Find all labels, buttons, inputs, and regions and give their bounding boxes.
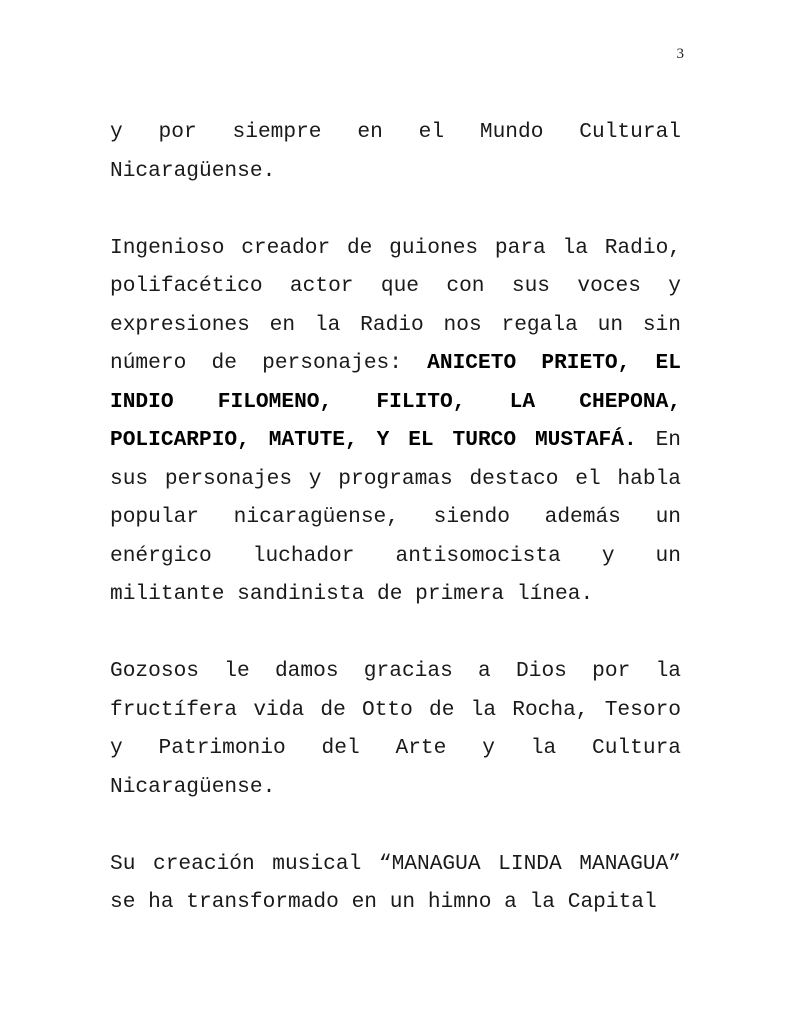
text-segment: fructífera vida de Otto de la Rocha, Tesoro <box>110 697 681 722</box>
text-line <box>110 229 681 268</box>
text-segment: sus personajes y programas destaco el habla <box>110 466 681 491</box>
character-names: ANICETO PRIETO, EL <box>427 351 681 375</box>
text-segment: expresiones en la Radio nos regala un sin <box>110 312 681 337</box>
text-line <box>110 845 681 884</box>
character-names: POLICARPIO, MATUTE, Y EL TURCO MUSTAFÁ. <box>110 428 637 452</box>
text-line <box>110 691 681 730</box>
text-line <box>110 267 681 306</box>
text-line <box>110 498 681 537</box>
text-segment: En <box>636 428 681 452</box>
text-segment: militante sandinista de primera línea. <box>110 582 594 606</box>
text-segment: se ha transformado en un himno a la Capital <box>110 890 657 914</box>
paragraph-1 <box>110 113 681 190</box>
text-segment: enérgico luchador antisomocista y un <box>110 543 681 568</box>
page-number: 3 <box>676 46 684 62</box>
paragraph-2 <box>110 229 681 614</box>
text-segment: Ingenioso creador de guiones para la Radio, <box>110 235 681 260</box>
body-text <box>110 113 681 960</box>
text-line <box>110 729 681 768</box>
text-segment: polifacético actor que con sus voces y <box>110 274 681 298</box>
text-line <box>110 344 681 383</box>
text-segment: Nicaragüense. <box>110 158 276 183</box>
text-line <box>110 575 681 614</box>
text-line <box>110 306 681 345</box>
text-segment: Gozosos le damos gracias a Dios por la <box>110 659 681 683</box>
text-line <box>110 537 681 576</box>
text-line <box>110 460 681 499</box>
character-names: INDIO FILOMENO, FILITO, LA CHEPONA, <box>110 389 681 414</box>
text-line <box>110 113 681 152</box>
text-line <box>110 768 681 807</box>
text-segment: y Patrimonio del Arte y la Cultura <box>110 736 681 760</box>
text-line <box>110 421 681 460</box>
text-line <box>110 652 681 691</box>
text-segment: Nicaragüense. <box>110 774 276 799</box>
text-segment: Su creación musical “MANAGUA LINDA MANAGUA” <box>110 851 681 876</box>
text-line <box>110 883 681 922</box>
text-segment: popular nicaragüense, siendo además un <box>110 505 681 529</box>
paragraph-4 <box>110 845 681 922</box>
paragraph-3 <box>110 652 681 806</box>
text-segment: y por siempre en el Mundo Cultural <box>110 120 681 144</box>
text-line <box>110 152 681 191</box>
text-line <box>110 383 681 422</box>
text-segment: número de personajes: <box>110 351 428 375</box>
